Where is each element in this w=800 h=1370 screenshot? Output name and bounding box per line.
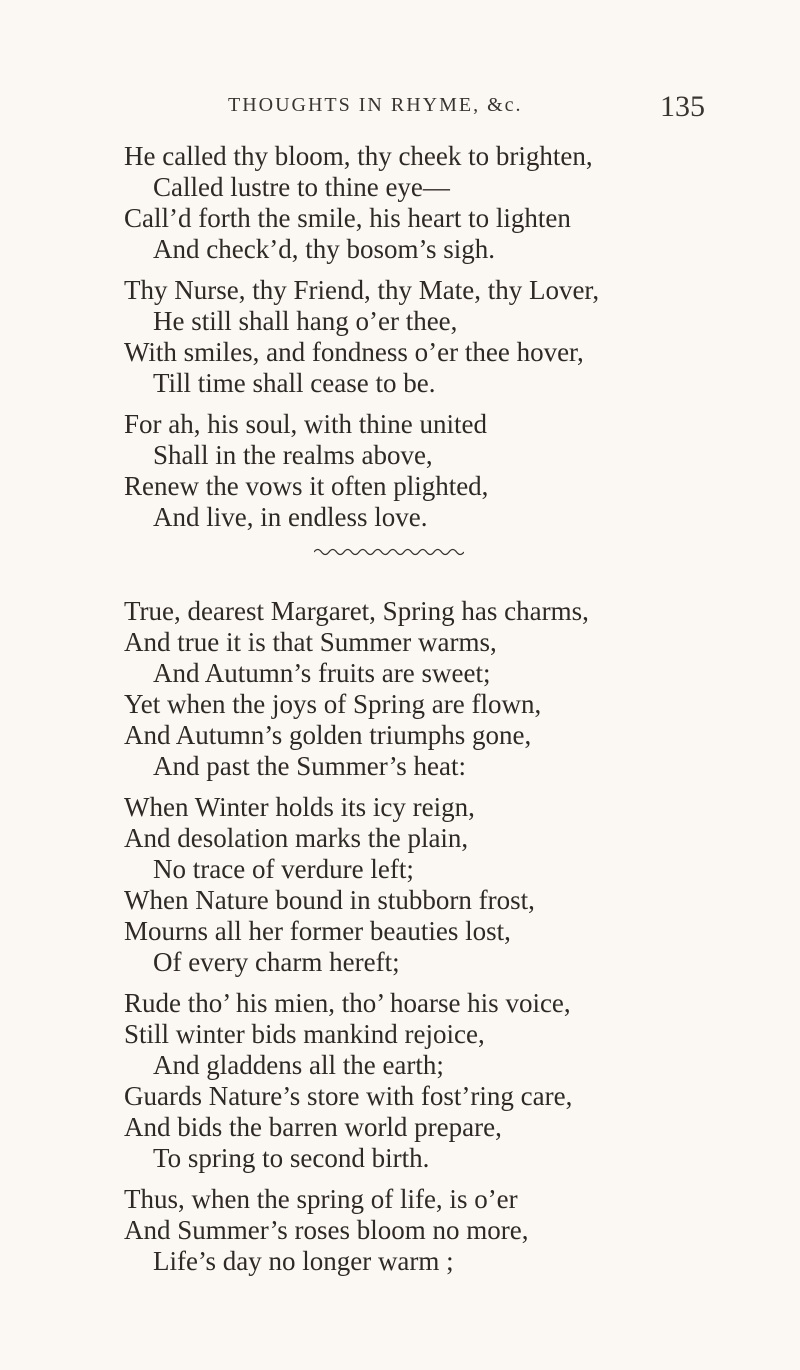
verse-line: Called lustre to thine eye— [153, 172, 450, 202]
verse-line: Of every charm hereft; [153, 947, 400, 977]
page-header [228, 90, 705, 130]
verse-line: And check’d, thy bosom’s sigh. [153, 234, 495, 264]
running-title: THOUGHTS IN RHYME, &c. [228, 94, 523, 116]
verse-line: And Autumn’s fruits are sweet; [153, 658, 491, 688]
verse-line: And past the Summer’s heat: [153, 751, 466, 781]
verse-line: True, dearest Margaret, Spring has charms, [124, 596, 589, 626]
verse-line: For ah, his soul, with thine united [124, 409, 487, 439]
verse-line: Mourns all her former beauties lost, [124, 916, 511, 946]
verse-line: Life’s day no longer warm ; [153, 1246, 454, 1276]
verse-line: And live, in endless love. [153, 502, 428, 532]
page-number: 135 [660, 90, 705, 123]
verse-line: Renew the vows it often plighted, [124, 471, 489, 501]
verse-line: Rude tho’ his mien, tho’ hoarse his voice, [124, 988, 571, 1018]
verse-line: And desolation marks the plain, [124, 823, 469, 853]
verse-line: Thy Nurse, thy Friend, thy Mate, thy Lover, [124, 275, 600, 305]
verse-line: Till time shall cease to be. [153, 368, 436, 398]
verse-line: When Winter holds its icy reign, [124, 792, 475, 822]
verse-line: Thus, when the spring of life, is o’er [124, 1184, 518, 1214]
verse-line: Still winter bids mankind rejoice, [124, 1019, 485, 1049]
verse-line: No trace of verdure left; [153, 854, 414, 884]
verse-line: With smiles, and fondness o’er thee hover, [124, 337, 584, 367]
verse-line: Guards Nature’s store with fost’ring care, [124, 1081, 573, 1111]
verse-line: Call’d forth the smile, his heart to lighten [124, 203, 571, 233]
verse-line: When Nature bound in stubborn frost, [124, 885, 535, 915]
verse-line: He still shall hang o’er thee, [153, 306, 458, 336]
verse-line: And Autumn’s golden triumphs gone, [124, 720, 532, 750]
verse-line: Shall in the realms above, [153, 440, 433, 470]
verse-line: And bids the barren world prepare, [124, 1112, 502, 1142]
verse-line: And gladdens all the earth; [153, 1050, 444, 1080]
verse-line: And true it is that Summer warms, [124, 627, 497, 657]
verse-line: He called thy bloom, thy cheek to brighten, [124, 141, 593, 171]
verse-line: And Summer’s roses bloom no more, [124, 1215, 529, 1245]
verse-line: To spring to second birth. [153, 1143, 430, 1173]
verse-line: Yet when the joys of Spring are flown, [124, 689, 542, 719]
wavy-rule-ornament [314, 546, 464, 558]
